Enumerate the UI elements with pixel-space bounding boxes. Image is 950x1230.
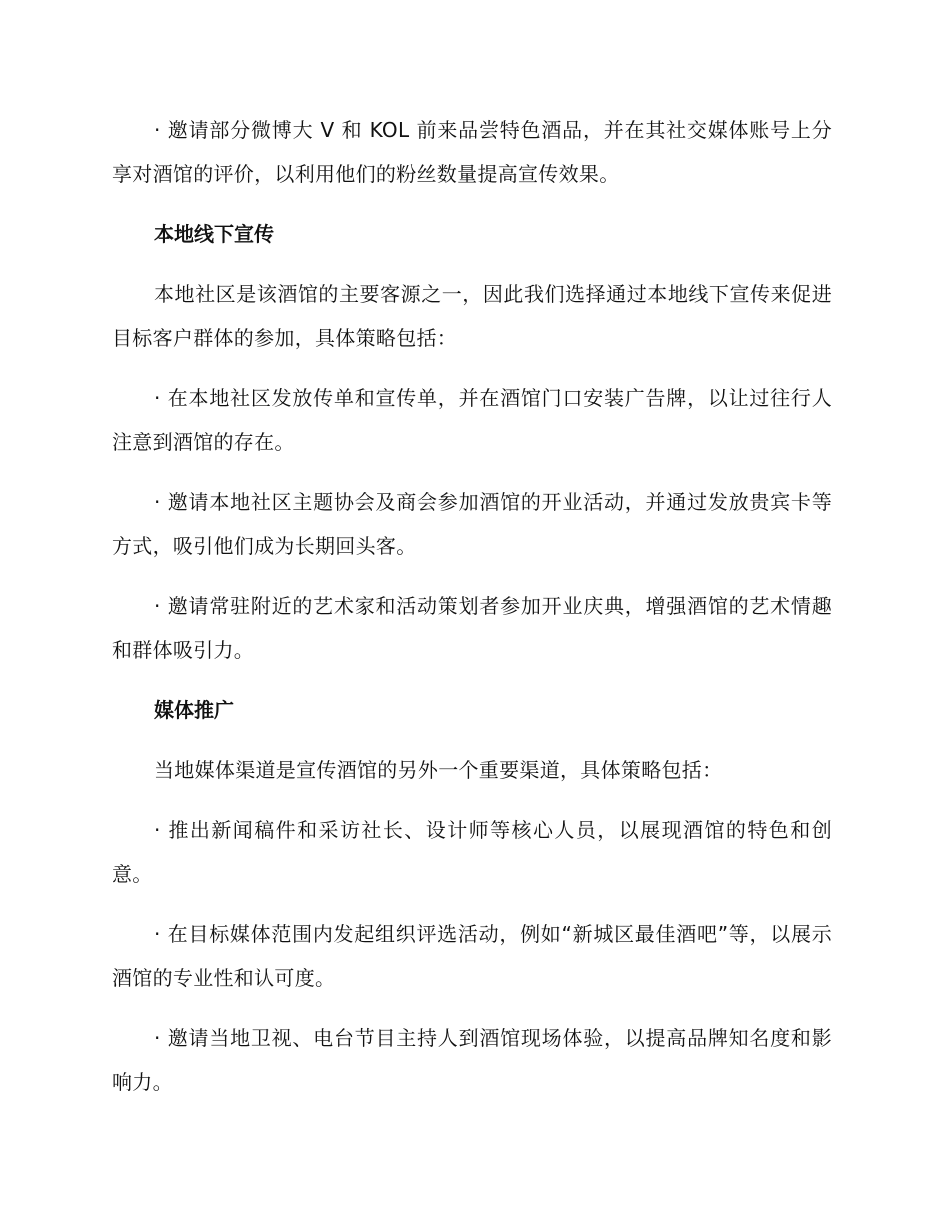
bullet-paragraph: · 邀请常驻附近的艺术家和活动策划者参加开业庆典，增强酒馆的艺术情趣和群体吸引力。 [112, 594, 832, 662]
section-heading: 媒体推广 [154, 698, 234, 722]
body-paragraph: 本地社区是该酒馆的主要客源之一，因此我们选择通过本地线下宣传来促进目标客户群体的参加，具体策略包括： [112, 282, 832, 350]
section-heading: 本地线下宣传 [154, 222, 274, 246]
bullet-paragraph: · 在本地社区发放传单和宣传单，并在酒馆门口安装广告牌，以让过往行人注意到酒馆的存在。 [112, 386, 832, 454]
bullet-paragraph: · 邀请当地卫视、电台节目主持人到酒馆现场体验，以提高品牌知名度和影响力。 [112, 1026, 832, 1094]
bullet-paragraph: · 在目标媒体范围内发起组织评选活动，例如“新城区最佳酒吧”等，以展示酒馆的专业性和认可度。 [112, 922, 832, 990]
bullet-paragraph: · 邀请本地社区主题协会及商会参加酒馆的开业活动，并通过发放贵宾卡等方式，吸引他们成为长期回头客。 [112, 490, 832, 558]
bullet-paragraph: · 推出新闻稿件和采访社长、设计师等核心人员，以展现酒馆的特色和创意。 [112, 818, 832, 886]
bullet-paragraph: · 邀请部分微博大 V 和 KOL 前来品尝特色酒品，并在其社交媒体账号上分享对酒馆的评价，以利用他们的粉丝数量提高宣传效果。 [112, 118, 832, 186]
body-paragraph: 当地媒体渠道是宣传酒馆的另外一个重要渠道，具体策略包括： [154, 758, 723, 782]
document-page [112, 108, 832, 1120]
